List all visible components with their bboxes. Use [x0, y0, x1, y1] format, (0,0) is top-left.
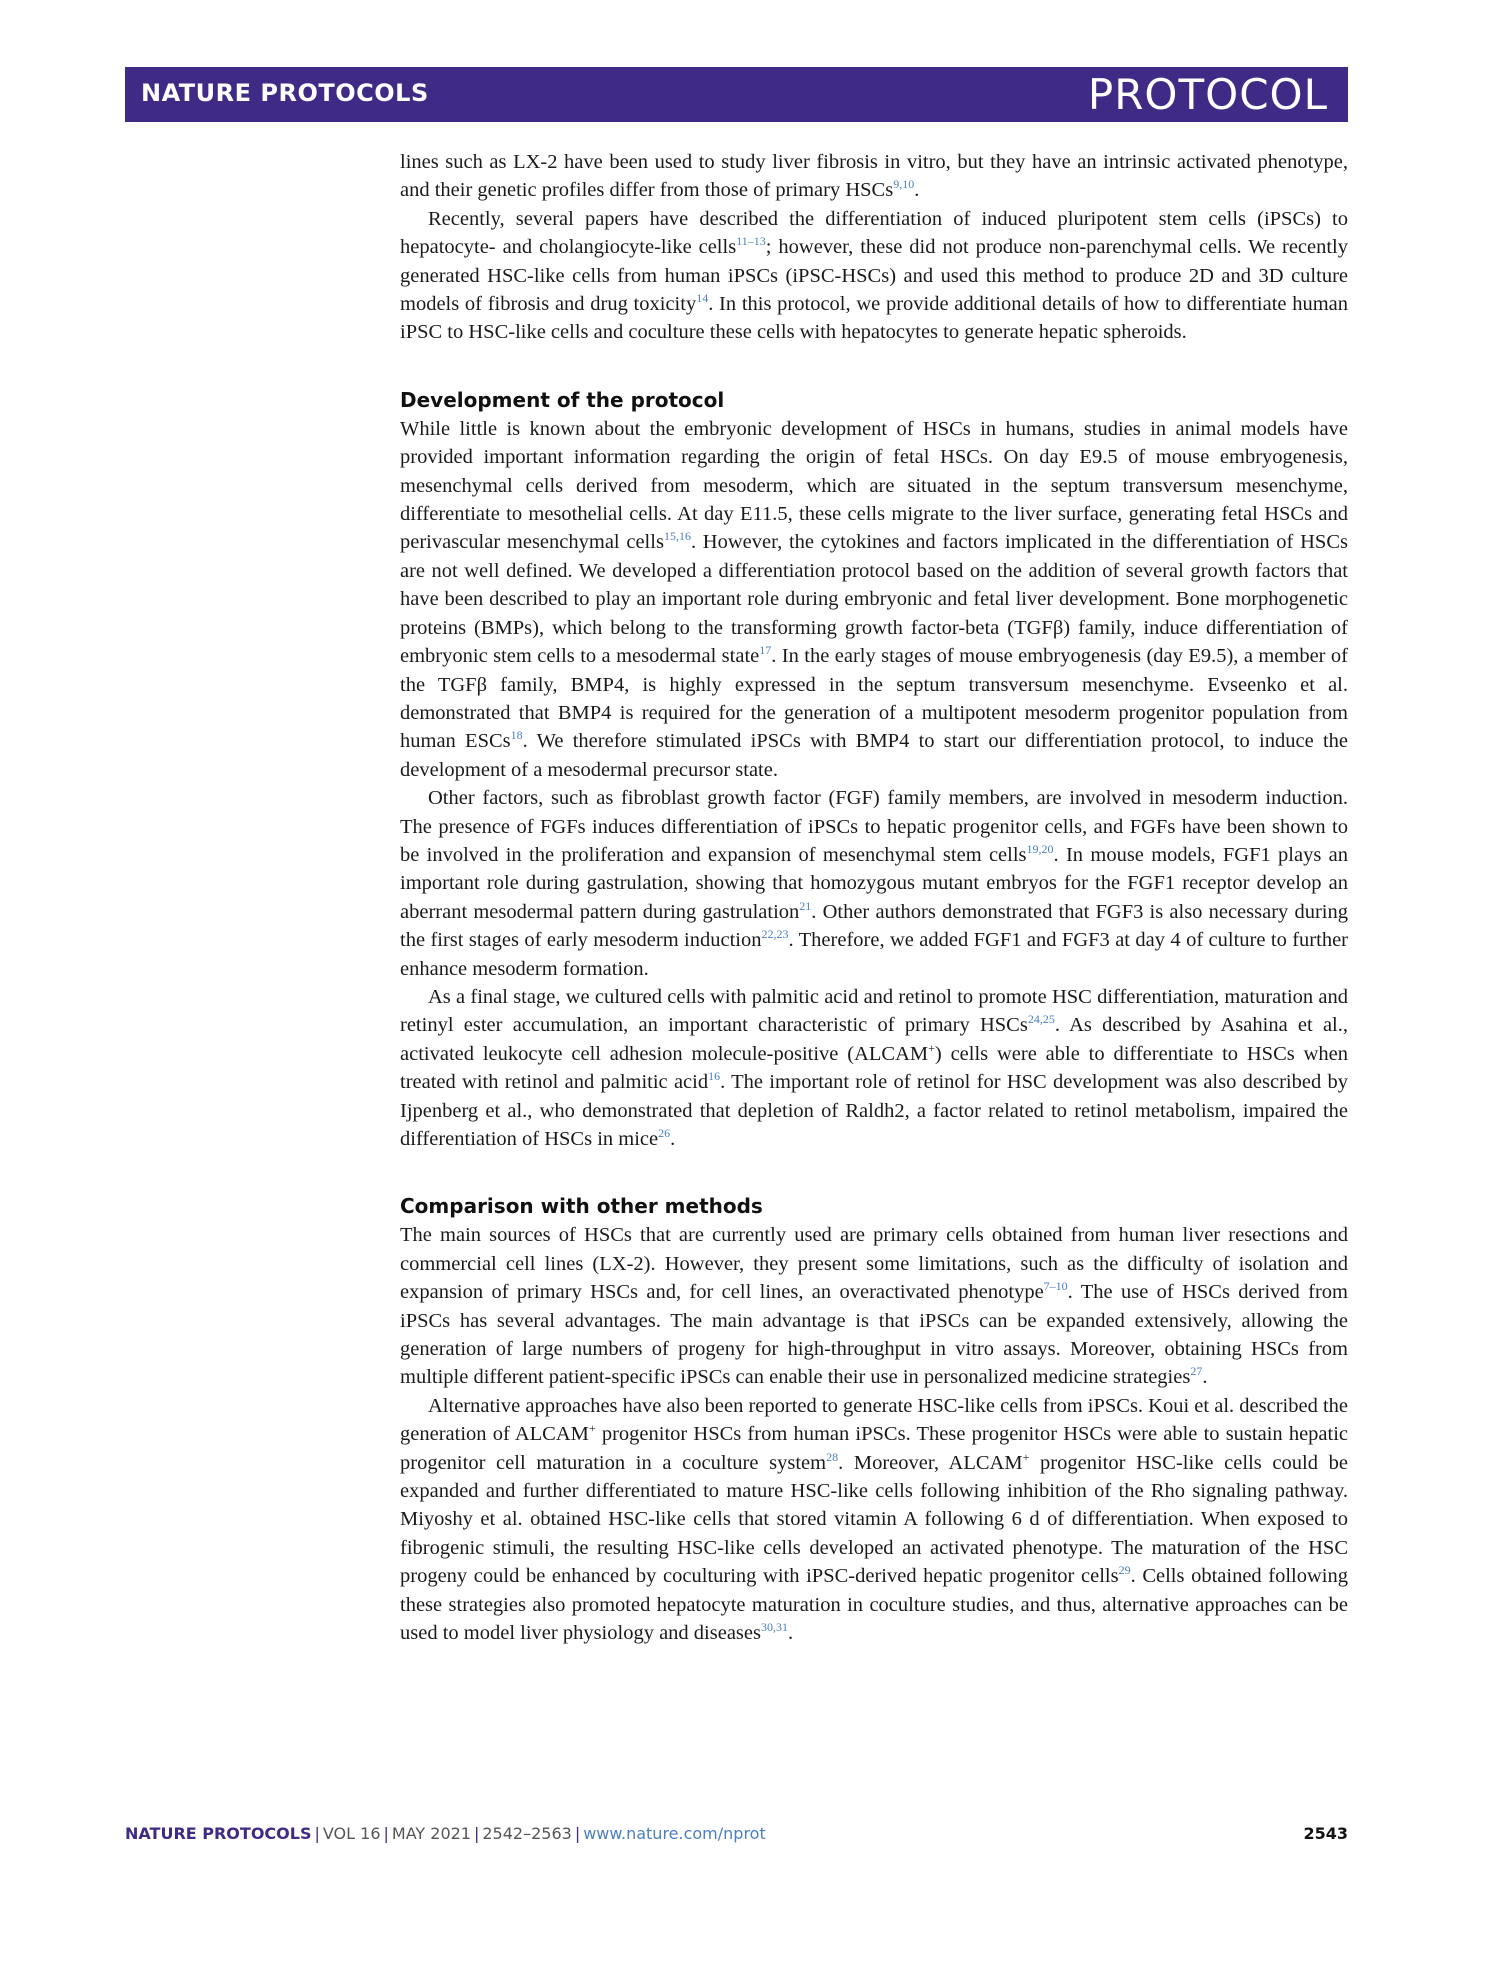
reference-link[interactable]: 29	[1118, 1563, 1131, 1578]
article-body	[400, 148, 1348, 1648]
footer-separator: |	[383, 1824, 389, 1843]
reference-link[interactable]: 22,23	[761, 927, 789, 942]
text-run: ; however, these did not produce non-parenchymal cells. We recently generated HSC-like cells from human iPSCs (iPSC-HSCs) and used this method to produce 2D and 3D culture models of fibrosis and drug toxicity	[400, 236, 1349, 316]
reference-link[interactable]: 11–13	[736, 234, 766, 249]
reference-link[interactable]: 16	[708, 1069, 721, 1084]
superscript-plus: +	[588, 1421, 596, 1436]
text-run: While little is known about the embryonic development of HSCs in humans, studies in animal models have provided important information regarding the origin of fetal HSCs. On day E9.5 of mouse embryogenesis, mesenchymal cells derived from mesoderm, which are situated in the septum transversum mesenchyme, differentiate to mesothelial cells. At day E11.5, these cells migrate to the liver surface, generating fetal HSCs and perivascular mesenchymal cells	[400, 417, 1348, 554]
footer-separator: |	[574, 1824, 581, 1843]
text-run: . In this protocol, we provide additional details of how to differentiate human iPSC to HSC-like cells and coculture these cells with hepatocytes to generate hepatic spheroids.	[400, 293, 1349, 344]
text-run: . Therefore, we added FGF1 and FGF3 at day 4 of culture to further enhance mesoderm formation.	[400, 929, 1348, 980]
text-run: . As described by Asahina et al., activated leukocyte cell adhesion molecule-positive (ALCAM	[400, 1014, 1348, 1065]
text-run: . Other authors demonstrated that FGF3 is also necessary during the first stages of early mesoderm induction	[400, 900, 1348, 952]
text-run: .	[787, 1622, 794, 1645]
text-run: . The use of HSCs derived from iPSCs has several advantages. The main advantage is that iPSCs can be expanded extensively, allowing the generation of large numbers of progeny for high-throughput in vitro assays. Moreover, obtaining HSCs from multiple different patient-specific iPSCs can enable their use in personalized medicine strategies	[400, 1281, 1348, 1389]
reference-link[interactable]: 30,31	[760, 1620, 788, 1635]
text-run: .	[914, 179, 920, 202]
section-heading-development: Development of the protocol	[400, 387, 725, 412]
text-run: lines such as LX-2 have been used to study liver fibrosis in vitro, but they have an intrinsic activated phenotype, and their genetic profiles differ from those of primary HSCs	[400, 151, 1348, 202]
superscript-plus: +	[1022, 1449, 1030, 1464]
paragraph	[400, 1392, 1348, 1648]
reference-link[interactable]: 9,10	[893, 177, 915, 192]
journal-header-bar	[125, 67, 1348, 122]
text-run: . Moreover, ALCAM	[838, 1451, 1023, 1474]
reference-link[interactable]: 14	[696, 291, 709, 306]
reference-link[interactable]: 21	[799, 898, 812, 913]
page-footer	[125, 1824, 1348, 1854]
text-run: . Cells obtained following these strategies also promoted hepatocyte maturation in coculture studies, and thus, alternative approaches can be used to model liver physiology and diseases	[400, 1565, 1349, 1645]
paragraph	[400, 983, 1348, 1153]
reference-link[interactable]: 15,16	[663, 529, 691, 544]
text-run: Other factors, such as fibroblast growth factor (FGF) family members, are involved in mesoderm induction. The presence of FGFs induces differentiation of iPSCs to hepatic progenitor cells, and FGFs have been shown to be involved in the proliferation and expansion of mesenchymal stem cells	[400, 787, 1348, 866]
article-type: PROTOCOL	[1087, 70, 1328, 119]
paragraph	[400, 784, 1348, 983]
paragraph	[400, 1221, 1348, 1391]
text-run: As a final stage, we cultured cells with palmitic acid and retinol to promote HSC differentiation, maturation and retinyl ester accumulation, an important characteristic of primary HSCs	[400, 985, 1348, 1037]
reference-link[interactable]: 17	[759, 643, 772, 658]
text-run: .	[1202, 1366, 1208, 1389]
text-run: . The important role of retinol for HSC development was also described by Ijpenberg et al., who demonstrated that depletion of Raldh2, a factor related to retinol metabolism, impaired the differentiation of HSCs in mice	[400, 1071, 1348, 1150]
reference-link[interactable]: 18	[510, 728, 523, 743]
footer-pages: 2542–2563	[482, 1824, 572, 1843]
page-number: 2543	[1303, 1824, 1348, 1843]
paragraph	[400, 415, 1348, 784]
footer-journal: NATURE PROTOCOLS	[125, 1824, 312, 1843]
reference-link[interactable]: 26	[658, 1126, 671, 1141]
reference-link[interactable]: 27	[1190, 1364, 1203, 1379]
text-run: Alternative approaches have also been reported to generate HSC-like cells from iPSCs. Koui et al. described the generation of ALCAM	[400, 1394, 1348, 1446]
reference-link[interactable]: 7–10	[1043, 1279, 1068, 1294]
text-run: . In the early stages of mouse embryogenesis (day E9.5), a member of the TGFβ family, BMP4, is highly expressed in the septum transversum mesenchyme. Evseenko et al. demonstrated that BMP4 is required for the generation of a multipotent mesoderm progenitor population from human ESCs	[400, 645, 1348, 753]
footer-date: MAY 2021	[391, 1824, 471, 1843]
text-run: The main sources of HSCs that are currently used are primary cells obtained from human liver resections and commercial cell lines (LX-2). However, they present some limitations, such as the difficulty of isolation and expansion of primary HSCs and, for cell lines, an overactivated phenotype	[400, 1224, 1348, 1304]
reference-link[interactable]: 28	[826, 1449, 839, 1464]
text-run: Recently, several papers have described the differentiation of induced pluripotent stem cells (iPSCs) to hepatocyte- and cholangiocyte-like cells	[400, 207, 1348, 259]
section-heading-comparison: Comparison with other methods	[400, 1194, 763, 1219]
footer-separator: |	[314, 1824, 320, 1843]
footer-volume: VOL 16	[322, 1824, 381, 1843]
footer-separator: |	[473, 1824, 480, 1843]
text-run: ) cells were able to differentiate to HSCs when treated with retinol and palmitic acid	[400, 1042, 1348, 1094]
text-run: . In mouse models, FGF1 plays an important role during gastrulation, showing that homozygous mutant embryos for the FGF1 receptor develop an aberrant mesodermal pattern during gastrulation	[400, 843, 1348, 923]
text-run: progenitor HSCs from human iPSCs. These progenitor HSCs were able to sustain hepatic progenitor cell maturation in a coculture system	[400, 1423, 1349, 1474]
text-run: progenitor HSC-like cells could be expanded and further differentiated to mature HSC-like cells following inhibition of the Rho signaling pathway. Miyoshy et al. obtained HSC-like cells that stored vitamin A following 6 d of differentiation. When exposed to fibrogenic stimuli, the resulting HSC-like cells developed an activated phenotype. The maturation of the HSC progeny could be enhanced by coculturing with iPSC-derived hepatic progenitor cells	[400, 1451, 1348, 1588]
paragraph	[400, 148, 1348, 205]
text-run: . However, the cytokines and factors implicated in the differentiation of HSCs are not well defined. We developed a differentiation protocol based on the addition of several growth factors that have been described to play an important role during embryonic and fetal liver development. Bone morphogenetic proteins (BMPs), which belong to the transforming growth factor-beta (TGFβ) family, induce differentiation of embryonic stem cells to a mesodermal state	[400, 531, 1348, 668]
footer-url-link[interactable]: www.nature.com/nprot	[583, 1824, 766, 1843]
paragraph	[400, 205, 1348, 347]
reference-link[interactable]: 24,25	[1027, 1012, 1055, 1027]
text-run: . We therefore stimulated iPSCs with BMP4 to start our differentiation protocol, to induce the development of a mesodermal precursor state.	[400, 730, 1348, 781]
reference-link[interactable]: 19,20	[1026, 842, 1054, 857]
text-run: .	[670, 1128, 676, 1150]
superscript-plus: +	[928, 1040, 935, 1055]
journal-name: NATURE PROTOCOLS	[141, 79, 429, 107]
